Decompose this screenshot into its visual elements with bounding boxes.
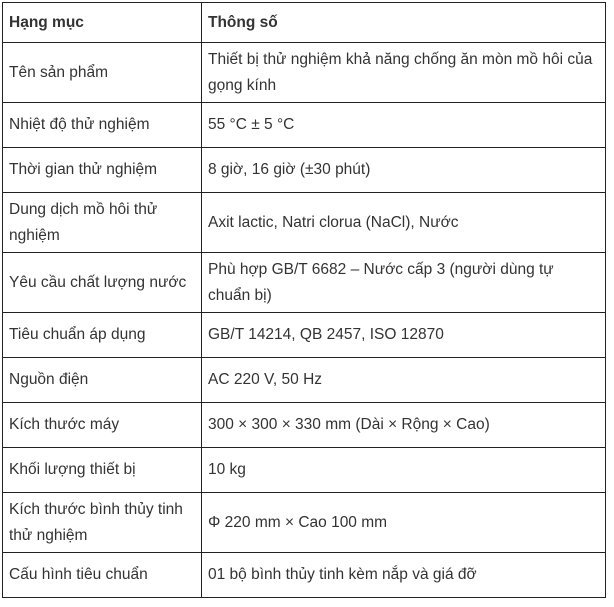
row-item-label: Cấu hình tiêu chuẩn bbox=[3, 553, 202, 598]
table-row bbox=[3, 103, 606, 148]
table-row bbox=[3, 493, 606, 553]
row-item-label: Kích thước máy bbox=[3, 403, 202, 448]
row-value: 300 × 300 × 330 mm (Dài × Rộng × Cao) bbox=[202, 403, 606, 448]
table-row bbox=[3, 193, 606, 253]
table-row bbox=[3, 148, 606, 193]
table-row bbox=[3, 358, 606, 403]
row-value: 8 giờ, 16 giờ (±30 phút) bbox=[202, 148, 606, 193]
row-value: 10 kg bbox=[202, 448, 606, 493]
row-value: AC 220 V, 50 Hz bbox=[202, 358, 606, 403]
table-row bbox=[3, 553, 606, 598]
table-row bbox=[3, 403, 606, 448]
row-item-label: Yêu cầu chất lượng nước bbox=[3, 253, 202, 313]
table-header-row bbox=[3, 3, 606, 43]
table-row bbox=[3, 253, 606, 313]
header-value-column: Thông số bbox=[202, 3, 606, 43]
row-item-label: Nhiệt độ thử nghiệm bbox=[3, 103, 202, 148]
row-value: Thiết bị thử nghiệm khả năng chống ăn mòn mồ hôi của gọng kính bbox=[202, 43, 606, 103]
row-value: Φ 220 mm × Cao 100 mm bbox=[202, 493, 606, 553]
row-item-label: Thời gian thử nghiệm bbox=[3, 148, 202, 193]
row-value: GB/T 14214, QB 2457, ISO 12870 bbox=[202, 313, 606, 358]
header-item-column: Hạng mục bbox=[3, 3, 202, 43]
row-item-label: Nguồn điện bbox=[3, 358, 202, 403]
row-item-label: Tiêu chuẩn áp dụng bbox=[3, 313, 202, 358]
row-value: Axit lactic, Natri clorua (NaCl), Nước bbox=[202, 193, 606, 253]
table-row bbox=[3, 313, 606, 358]
specification-table bbox=[2, 2, 606, 598]
row-value: Phù hợp GB/T 6682 – Nước cấp 3 (người dùng tự chuẩn bị) bbox=[202, 253, 606, 313]
row-value: 01 bộ bình thủy tinh kèm nắp và giá đỡ bbox=[202, 553, 606, 598]
row-item-label: Kích thước bình thủy tinh thử nghiệm bbox=[3, 493, 202, 553]
table-row bbox=[3, 43, 606, 103]
table-row bbox=[3, 448, 606, 493]
row-item-label: Tên sản phẩm bbox=[3, 43, 202, 103]
row-value: 55 °C ± 5 °C bbox=[202, 103, 606, 148]
row-item-label: Dung dịch mồ hôi thử nghiệm bbox=[3, 193, 202, 253]
row-item-label: Khối lượng thiết bị bbox=[3, 448, 202, 493]
